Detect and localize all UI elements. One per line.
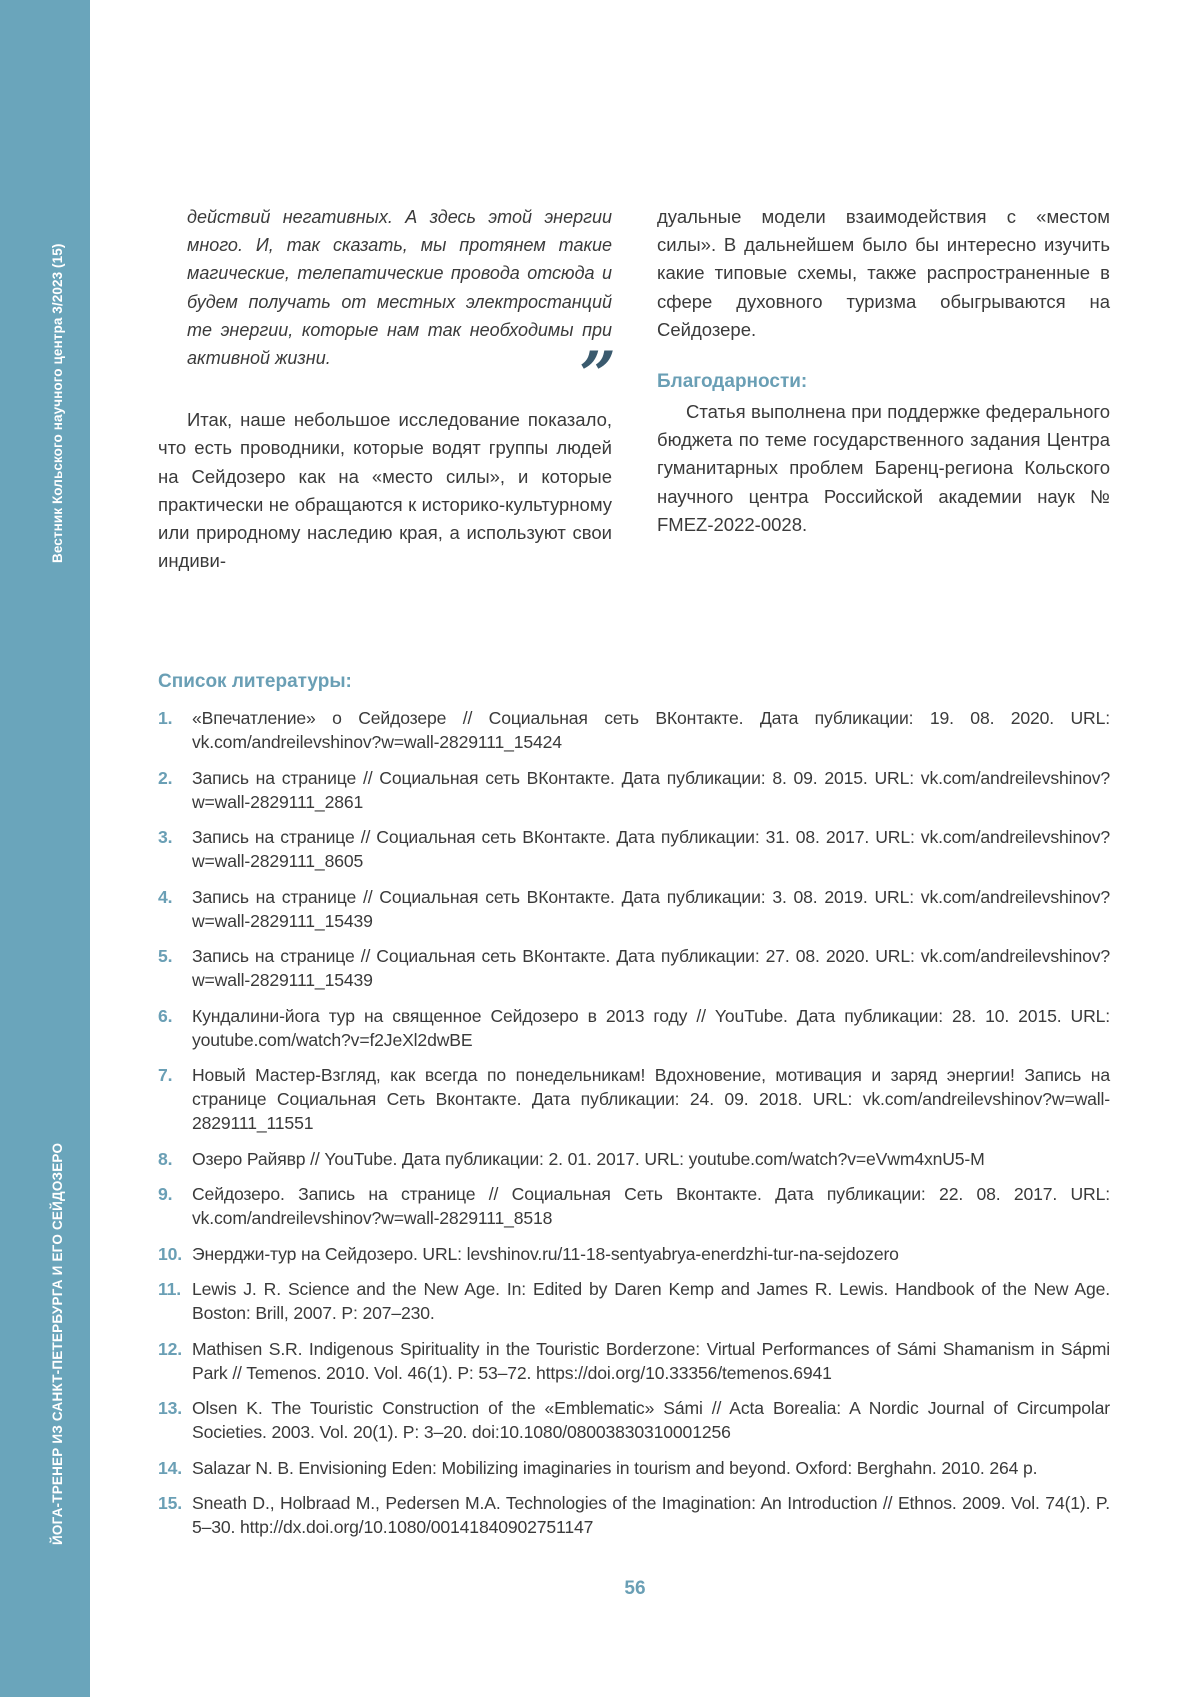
reference-item <box>158 766 1110 814</box>
reference-number: 10. <box>158 1243 183 1264</box>
journal-running-title: Вестник Кольского научного центра 3/2023 (15) <box>50 243 65 563</box>
reference-item <box>158 1456 1110 1480</box>
reference-number: 2. <box>158 767 173 788</box>
reference-text: Запись на странице // Социальная сеть ВКонтакте. Дата публикации: 8. 09. 2015. URL: vk.com/andreilevshinov?w=wall-2829111_2861 <box>192 767 1110 812</box>
reference-text: Olsen K. The Touristic Construction of the «Emblematic» Sámi // Acta Borealia: A Nordic Journal of Circumpolar Societies. 2003. Vol. 20(1). P: 3–20. doi:10.1080/08003830310001256 <box>192 1398 1110 1442</box>
reference-number: 15. <box>158 1493 183 1513</box>
reference-item <box>158 944 1110 992</box>
reference-number: 9. <box>158 1184 173 1204</box>
reference-text: Запись на странице // Социальная сеть ВКонтакте. Дата публикации: 31. 08. 2017. URL: vk.com/andreilevshinov?w=wall-2829111_8605 <box>192 827 1110 871</box>
reference-text: Запись на странице // Социальная сеть ВКонтакте. Дата публикации: 3. 08. 2019. URL: vk.com/andreilevshinov?w=wall-2829111_15439 <box>192 886 1110 931</box>
reference-text: Mathisen S.R. Indigenous Spirituality in the Touristic Borderzone: Virtual Performances of Sámi Shamanism in Sápmi Park // Temenos. 2010. Vol. 46(1). P: 53–72. https://doi.org/10.33356/temenos.6941 <box>192 1338 1110 1383</box>
conclusion-paragraph: Итак, наше небольшое исследование показало, что есть проводники, которые водят группы людей на Сейдозеро как на «место силы», и которые практически не обращаются к историко-культурному или природному наследию края, а используют свои индиви- <box>158 409 612 572</box>
references-section <box>158 668 1110 1551</box>
reference-number: 11. <box>158 1279 182 1299</box>
reference-text: Новый Мастер-Взгляд, как всегда по понедельникам! Вдохновение, мотивация и заряд энергии! Запись на странице Социальная Сеть Вконтакте. Дата публикации: 24. 09. 2018. URL: vk.com/andreilevshinov?w=wall-2829111_11551 <box>192 1065 1110 1133</box>
reference-number: 7. <box>158 1065 173 1085</box>
reference-item <box>158 1063 1110 1135</box>
references-list <box>158 706 1110 1539</box>
quote-text: действий негативных. А здесь этой энергии много. И, так сказать, мы протянем такие магические, телепатические провода отсюда и будем получать от местных электростанций те энергии, которые нам так необходимы при активной жизни. <box>187 207 612 369</box>
reference-number: 14. <box>158 1457 183 1478</box>
right-column <box>657 203 1110 539</box>
reference-item <box>158 1182 1110 1230</box>
conclusion-paragraph-continued: дуальные модели взаимодействия с «местом силы». В дальнейшем было бы интересно изучить какие типовые схемы, также распространенные в сфере духовного туризма обыгрываются на Сейдозере. <box>657 206 1110 340</box>
reference-item <box>158 706 1110 754</box>
reference-number: 5. <box>158 946 173 966</box>
reference-item <box>158 1277 1110 1325</box>
left-column <box>158 203 616 575</box>
reference-text: Запись на странице // Социальная сеть ВКонтакте. Дата публикации: 27. 08. 2020. URL: vk.com/andreilevshinov?w=wall-2829111_15439 <box>192 946 1110 990</box>
article-running-title: ЙОГА-ТРЕНЕР ИЗ САНКТ-ПЕТЕРБУРГА И ЕГО СЕЙДОЗЕРО <box>50 1142 65 1545</box>
reference-item <box>158 1337 1110 1385</box>
reference-text: Lewis J. R. Science and the New Age. In: Edited by Daren Kemp and James R. Lewis. Handbook of the New Age. Boston: Brill, 2007. P: 207–230. <box>192 1279 1110 1323</box>
reference-number: 12. <box>158 1338 183 1359</box>
reference-text: Озеро Райявр // YouTube. Дата публикации: 2. 01. 2017. URL: youtube.com/watch?v=eVwm4xnU5-M <box>192 1148 985 1169</box>
block-quote <box>158 203 616 413</box>
reference-number: 6. <box>158 1005 173 1026</box>
acknowledgements-heading: Благодарности: <box>657 371 808 393</box>
reference-number: 13. <box>158 1398 183 1418</box>
reference-item <box>158 1004 1110 1052</box>
reference-item <box>158 825 1110 873</box>
references-heading: Список литературы: <box>158 671 352 692</box>
reference-item <box>158 1242 1110 1266</box>
reference-text: Сейдозеро. Запись на странице // Социальная Сеть Вконтакте. Дата публикации: 22. 08. 2017. URL: vk.com/andreilevshinov?w=wall-2829111_8518 <box>192 1184 1110 1228</box>
reference-number: 3. <box>158 827 173 847</box>
acknowledgements-text: Статья выполнена при поддержке федерального бюджета по теме государственного задания Центра гуманитарных проблем Баренц-региона Кольского научного центра Российской академии наук № FMEZ-2022-0028. <box>657 401 1110 535</box>
sidebar-band <box>0 0 90 1697</box>
reference-text: «Впечатление» о Сейдозере // Социальная сеть ВКонтакте. Дата публикации: 19. 08. 2020. URL: vk.com/andreilevshinov?w=wall-2829111_15424 <box>192 708 1110 752</box>
reference-item <box>158 1396 1110 1444</box>
reference-item <box>158 885 1110 933</box>
reference-text: Sneath D., Holbraad M., Pedersen M.A. Technologies of the Imagination: An Introduction // Ethnos. 2009. Vol. 74(1). P. 5–30. http://dx.doi.org/10.1080/00141840902751147 <box>192 1493 1110 1537</box>
reference-item <box>158 1491 1110 1539</box>
reference-item <box>158 1147 1110 1171</box>
closing-quote-icon: ” <box>579 338 616 413</box>
reference-text: Кундалини-йога тур на священное Сейдозеро в 2013 году // YouTube. Дата публикации: 28. 10. 2015. URL: youtube.com/watch?v=f2JeXl2dwBE <box>192 1005 1110 1050</box>
reference-text: Энерджи-тур на Сейдозеро. URL: levshinov.ru/11-18-sentyabrya-enerdzhi-tur-na-sejdozero <box>192 1243 899 1264</box>
page-number: 56 <box>624 1578 646 1599</box>
reference-number: 4. <box>158 886 173 907</box>
reference-number: 8. <box>158 1148 173 1169</box>
reference-number: 1. <box>158 708 173 728</box>
reference-text: Salazar N. B. Envisioning Eden: Mobilizing imaginaries in tourism and beyond. Oxford: Berghahn. 2010. 264 p. <box>192 1457 1038 1478</box>
